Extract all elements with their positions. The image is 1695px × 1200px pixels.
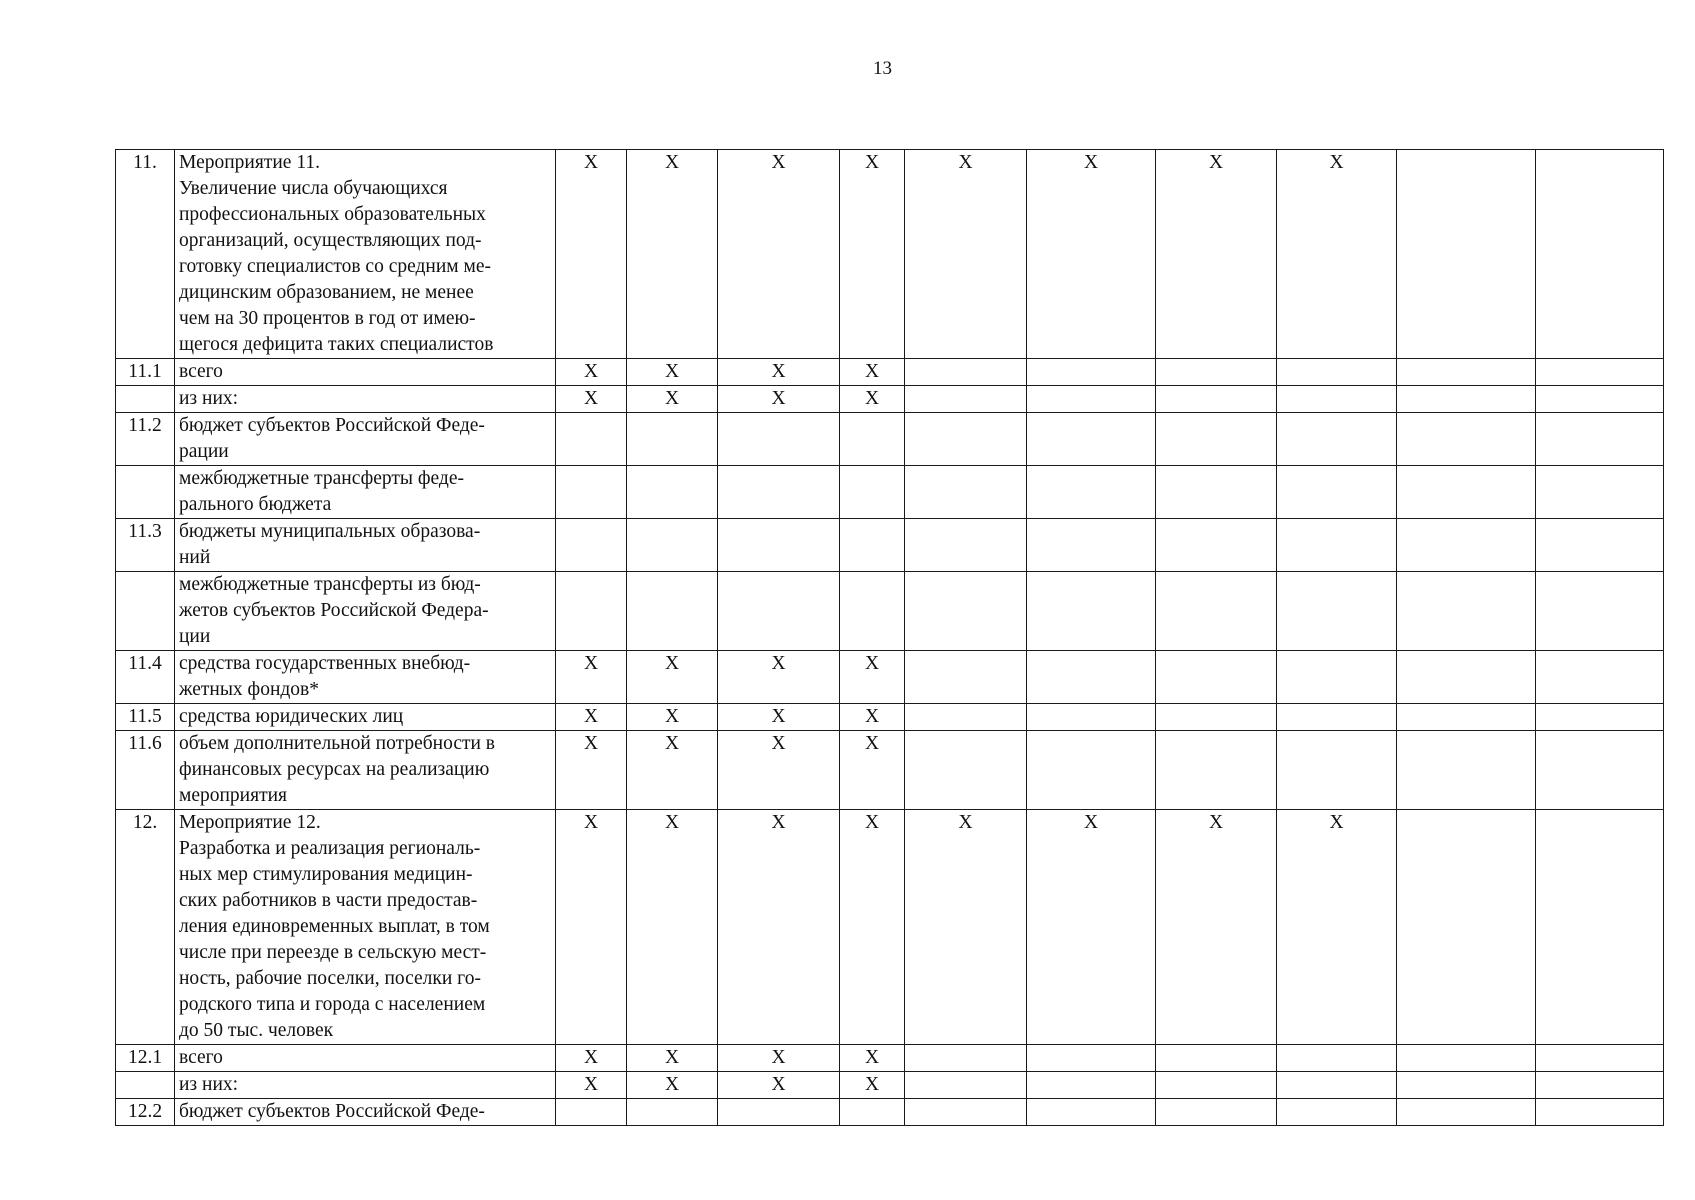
empty-cell bbox=[905, 704, 1027, 731]
empty-cell bbox=[905, 1045, 1027, 1072]
empty-cell bbox=[718, 413, 840, 466]
row-name-line: ний bbox=[179, 547, 211, 568]
x-mark-cell: Х bbox=[905, 150, 1027, 359]
row-number-cell: 11.2 bbox=[116, 413, 175, 466]
empty-cell bbox=[1536, 519, 1664, 572]
empty-cell bbox=[1277, 704, 1397, 731]
row-name-line: ления единовременных выплат, в том bbox=[179, 916, 490, 937]
empty-cell bbox=[1156, 413, 1277, 466]
row-name-line: числе при переезде в сельскую мест- bbox=[179, 942, 487, 963]
empty-cell bbox=[1027, 1045, 1156, 1072]
x-mark-cell: Х bbox=[627, 731, 718, 810]
empty-cell bbox=[1397, 731, 1536, 810]
empty-cell bbox=[1277, 386, 1397, 413]
empty-cell bbox=[1027, 704, 1156, 731]
row-name-line: Увеличение числа обучающихся bbox=[179, 178, 448, 199]
empty-cell bbox=[1156, 519, 1277, 572]
row-name-cell bbox=[175, 359, 556, 386]
empty-cell bbox=[1397, 150, 1536, 359]
row-name-line: бюджет субъектов Российской Феде- bbox=[179, 415, 485, 436]
empty-cell bbox=[1536, 413, 1664, 466]
x-mark-cell: Х bbox=[556, 651, 627, 704]
empty-cell bbox=[1277, 651, 1397, 704]
x-mark-cell: Х bbox=[840, 731, 905, 810]
table-row bbox=[116, 1099, 1664, 1126]
empty-cell bbox=[1536, 651, 1664, 704]
row-name-line: объем дополнительной потребности в bbox=[179, 733, 496, 754]
row-name-cell bbox=[175, 651, 556, 704]
row-name-line: чем на 30 процентов в год от имею- bbox=[179, 308, 476, 329]
row-name-cell bbox=[175, 519, 556, 572]
row-name-line: готовку специалистов со средним ме- bbox=[179, 256, 491, 277]
empty-cell bbox=[905, 572, 1027, 651]
row-number-cell: 11.1 bbox=[116, 359, 175, 386]
table-row bbox=[116, 150, 1664, 359]
empty-cell bbox=[1397, 1072, 1536, 1099]
empty-cell bbox=[1156, 572, 1277, 651]
x-mark-cell: Х bbox=[556, 810, 627, 1045]
empty-cell bbox=[905, 1072, 1027, 1099]
x-mark-cell: Х bbox=[627, 150, 718, 359]
empty-cell bbox=[1536, 359, 1664, 386]
x-mark-cell: Х bbox=[718, 150, 840, 359]
x-mark-cell: Х bbox=[840, 704, 905, 731]
row-name-line: ных мер стимулирования медицин- bbox=[179, 864, 473, 885]
row-name-cell bbox=[175, 731, 556, 810]
x-mark-cell: Х bbox=[627, 1072, 718, 1099]
empty-cell bbox=[627, 1099, 718, 1126]
empty-cell bbox=[556, 1099, 627, 1126]
row-number-cell: 11.6 bbox=[116, 731, 175, 810]
x-mark-cell: Х bbox=[905, 810, 1027, 1045]
row-name-line: ность, рабочие поселки, поселки го- bbox=[179, 968, 481, 989]
x-mark-cell: Х bbox=[556, 1072, 627, 1099]
empty-cell bbox=[1277, 1072, 1397, 1099]
x-mark-cell: Х bbox=[1156, 810, 1277, 1045]
empty-cell bbox=[1277, 572, 1397, 651]
empty-cell bbox=[1397, 810, 1536, 1045]
row-name-line: Разработка и реализация региональ- bbox=[179, 838, 481, 859]
page-number: 13 bbox=[873, 58, 892, 79]
empty-cell bbox=[1397, 519, 1536, 572]
empty-cell bbox=[1277, 466, 1397, 519]
x-mark-cell: Х bbox=[627, 386, 718, 413]
x-mark-cell: Х bbox=[718, 810, 840, 1045]
x-mark-cell: Х bbox=[840, 1045, 905, 1072]
empty-cell bbox=[627, 572, 718, 651]
row-name-line: Мероприятие 11. bbox=[179, 152, 320, 173]
empty-cell bbox=[905, 359, 1027, 386]
row-name-line: рации bbox=[179, 441, 229, 462]
row-name-line: межбюджетные трансферты из бюд- bbox=[179, 574, 481, 595]
row-number-cell bbox=[116, 1072, 175, 1099]
row-name-line: до 50 тыс. человек bbox=[179, 1020, 334, 1041]
empty-cell bbox=[1027, 572, 1156, 651]
x-mark-cell: Х bbox=[840, 1072, 905, 1099]
row-name-cell bbox=[175, 704, 556, 731]
row-name-line: средства юридических лиц bbox=[179, 706, 404, 727]
empty-cell bbox=[1397, 572, 1536, 651]
empty-cell bbox=[1397, 466, 1536, 519]
empty-cell bbox=[1027, 386, 1156, 413]
row-name-line: мероприятия bbox=[179, 785, 288, 806]
row-name-line: из них: bbox=[179, 388, 239, 409]
empty-cell bbox=[1027, 1099, 1156, 1126]
empty-cell bbox=[556, 413, 627, 466]
empty-cell bbox=[1156, 466, 1277, 519]
empty-cell bbox=[1027, 413, 1156, 466]
empty-cell bbox=[1277, 519, 1397, 572]
x-mark-cell: Х bbox=[718, 359, 840, 386]
x-mark-cell: Х bbox=[627, 704, 718, 731]
empty-cell bbox=[1397, 1099, 1536, 1126]
empty-cell bbox=[1277, 359, 1397, 386]
x-mark-cell: Х bbox=[718, 731, 840, 810]
x-mark-cell: Х bbox=[556, 150, 627, 359]
empty-cell bbox=[1397, 651, 1536, 704]
row-name-cell bbox=[175, 1099, 556, 1126]
table-row bbox=[116, 810, 1664, 1045]
row-name-line: жетов субъектов Российской Федера- bbox=[179, 600, 489, 621]
row-name-cell bbox=[175, 1072, 556, 1099]
empty-cell bbox=[1536, 572, 1664, 651]
table-row bbox=[116, 519, 1664, 572]
empty-cell bbox=[1156, 1099, 1277, 1126]
empty-cell bbox=[905, 466, 1027, 519]
empty-cell bbox=[905, 1099, 1027, 1126]
x-mark-cell: Х bbox=[1277, 150, 1397, 359]
empty-cell bbox=[840, 572, 905, 651]
row-name-cell bbox=[175, 466, 556, 519]
row-name-line: межбюджетные трансферты феде- bbox=[179, 468, 464, 489]
row-number-cell bbox=[116, 386, 175, 413]
empty-cell bbox=[1397, 413, 1536, 466]
empty-cell bbox=[1277, 413, 1397, 466]
row-number-cell: 12. bbox=[116, 810, 175, 1045]
empty-cell bbox=[905, 651, 1027, 704]
table-row bbox=[116, 704, 1664, 731]
row-number-cell: 11. bbox=[116, 150, 175, 359]
row-name-line: дицинским образованием, не менее bbox=[179, 282, 474, 303]
empty-cell bbox=[905, 731, 1027, 810]
empty-cell bbox=[556, 519, 627, 572]
table-row bbox=[116, 466, 1664, 519]
empty-cell bbox=[1536, 386, 1664, 413]
row-name-line: организаций, осуществляющих под- bbox=[179, 230, 482, 251]
row-number-cell: 11.3 bbox=[116, 519, 175, 572]
row-name-line: профессиональных образовательных bbox=[179, 204, 486, 225]
empty-cell bbox=[718, 466, 840, 519]
x-mark-cell: Х bbox=[718, 1072, 840, 1099]
empty-cell bbox=[1027, 466, 1156, 519]
empty-cell bbox=[1397, 704, 1536, 731]
table-row bbox=[116, 1072, 1664, 1099]
empty-cell bbox=[627, 466, 718, 519]
x-mark-cell: Х bbox=[556, 1045, 627, 1072]
row-name-cell bbox=[175, 150, 556, 359]
empty-cell bbox=[840, 519, 905, 572]
x-mark-cell: Х bbox=[718, 1045, 840, 1072]
empty-cell bbox=[1536, 466, 1664, 519]
empty-cell bbox=[1277, 731, 1397, 810]
empty-cell bbox=[1156, 1045, 1277, 1072]
x-mark-cell: Х bbox=[718, 704, 840, 731]
empty-cell bbox=[905, 386, 1027, 413]
empty-cell bbox=[905, 519, 1027, 572]
row-name-line: всего bbox=[179, 361, 223, 382]
x-mark-cell: Х bbox=[840, 150, 905, 359]
x-mark-cell: Х bbox=[840, 810, 905, 1045]
row-number-cell: 11.4 bbox=[116, 651, 175, 704]
row-name-line: рального бюджета bbox=[179, 494, 332, 515]
empty-cell bbox=[1156, 651, 1277, 704]
row-number-cell: 12.2 bbox=[116, 1099, 175, 1126]
row-name-cell bbox=[175, 1045, 556, 1072]
table-row bbox=[116, 359, 1664, 386]
x-mark-cell: Х bbox=[718, 386, 840, 413]
empty-cell bbox=[718, 572, 840, 651]
empty-cell bbox=[718, 519, 840, 572]
table-row bbox=[116, 651, 1664, 704]
x-mark-cell: Х bbox=[627, 1045, 718, 1072]
empty-cell bbox=[1536, 150, 1664, 359]
row-name-line: жетных фондов* bbox=[179, 679, 320, 700]
row-name-line: средства государственных внебюд- bbox=[179, 653, 471, 674]
x-mark-cell: Х bbox=[1277, 810, 1397, 1045]
x-mark-cell: Х bbox=[1027, 150, 1156, 359]
empty-cell bbox=[718, 1099, 840, 1126]
row-name-line: ских работников в части предостав- bbox=[179, 890, 478, 911]
empty-cell bbox=[1397, 359, 1536, 386]
row-name-line: бюджеты муниципальных образова- bbox=[179, 521, 481, 542]
empty-cell bbox=[1536, 731, 1664, 810]
empty-cell bbox=[840, 466, 905, 519]
empty-cell bbox=[1397, 386, 1536, 413]
empty-cell bbox=[1277, 1045, 1397, 1072]
empty-cell bbox=[1156, 704, 1277, 731]
empty-cell bbox=[1397, 1045, 1536, 1072]
empty-cell bbox=[1536, 704, 1664, 731]
x-mark-cell: Х bbox=[556, 359, 627, 386]
row-name-line: финансовых ресурсах на реализацию bbox=[179, 759, 490, 780]
table-row bbox=[116, 731, 1664, 810]
x-mark-cell: Х bbox=[556, 704, 627, 731]
empty-cell bbox=[1156, 731, 1277, 810]
row-number-cell: 12.1 bbox=[116, 1045, 175, 1072]
row-number-cell bbox=[116, 572, 175, 651]
row-name-cell bbox=[175, 810, 556, 1045]
row-name-cell bbox=[175, 386, 556, 413]
row-name-line: из них: bbox=[179, 1074, 239, 1095]
empty-cell bbox=[840, 413, 905, 466]
empty-cell bbox=[1536, 810, 1664, 1045]
x-mark-cell: Х bbox=[627, 810, 718, 1045]
x-mark-cell: Х bbox=[627, 651, 718, 704]
x-mark-cell: Х bbox=[627, 359, 718, 386]
budget-table bbox=[115, 149, 1664, 1126]
empty-cell bbox=[1156, 386, 1277, 413]
table-row bbox=[116, 386, 1664, 413]
x-mark-cell: Х bbox=[1027, 810, 1156, 1045]
empty-cell bbox=[627, 519, 718, 572]
row-name-cell bbox=[175, 413, 556, 466]
row-name-line: всего bbox=[179, 1047, 223, 1068]
empty-cell bbox=[1536, 1099, 1664, 1126]
empty-cell bbox=[1156, 359, 1277, 386]
empty-cell bbox=[1027, 519, 1156, 572]
x-mark-cell: Х bbox=[556, 731, 627, 810]
empty-cell bbox=[1027, 731, 1156, 810]
empty-cell bbox=[1536, 1072, 1664, 1099]
x-mark-cell: Х bbox=[840, 651, 905, 704]
x-mark-cell: Х bbox=[556, 386, 627, 413]
empty-cell bbox=[1536, 1045, 1664, 1072]
row-name-line: родского типа и города с населением bbox=[179, 994, 486, 1015]
empty-cell bbox=[840, 1099, 905, 1126]
x-mark-cell: Х bbox=[840, 386, 905, 413]
row-name-line: Мероприятие 12. bbox=[179, 812, 321, 833]
table-row bbox=[116, 413, 1664, 466]
row-name-line: щегося дефицита таких специалистов bbox=[179, 334, 494, 355]
empty-cell bbox=[905, 413, 1027, 466]
row-name-line: ции bbox=[179, 626, 211, 647]
row-name-cell bbox=[175, 572, 556, 651]
x-mark-cell: Х bbox=[1156, 150, 1277, 359]
x-mark-cell: Х bbox=[840, 359, 905, 386]
table-row bbox=[116, 572, 1664, 651]
empty-cell bbox=[1027, 651, 1156, 704]
row-number-cell bbox=[116, 466, 175, 519]
row-number-cell: 11.5 bbox=[116, 704, 175, 731]
table-row bbox=[116, 1045, 1664, 1072]
empty-cell bbox=[1156, 1072, 1277, 1099]
empty-cell bbox=[1027, 1072, 1156, 1099]
empty-cell bbox=[1277, 1099, 1397, 1126]
empty-cell bbox=[1027, 359, 1156, 386]
row-name-line: бюджет субъектов Российской Феде- bbox=[179, 1101, 485, 1122]
empty-cell bbox=[627, 413, 718, 466]
empty-cell bbox=[556, 572, 627, 651]
empty-cell bbox=[556, 466, 627, 519]
x-mark-cell: Х bbox=[718, 651, 840, 704]
